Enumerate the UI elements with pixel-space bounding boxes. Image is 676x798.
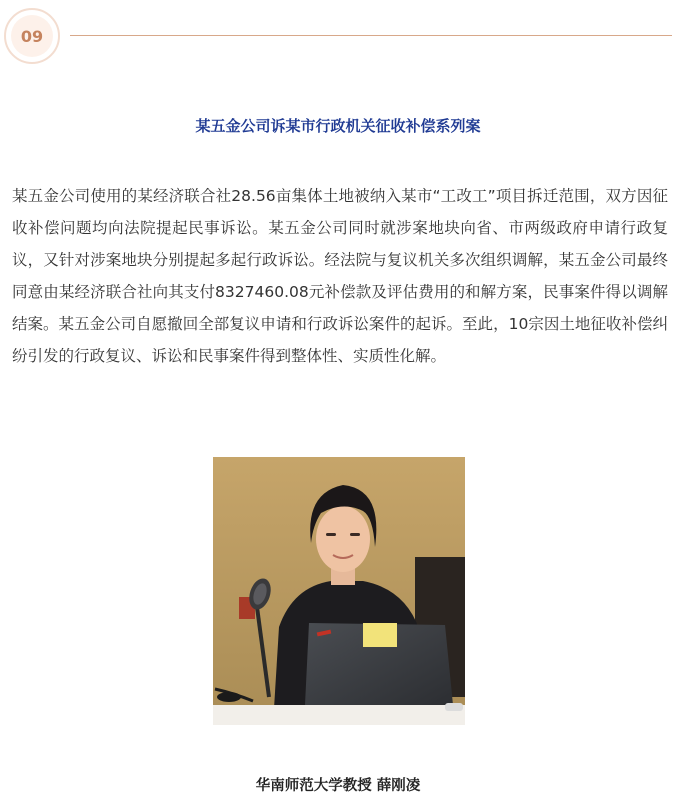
section-number: 09 (11, 15, 53, 57)
photo-caption: 华南师范大学教授 薛刚凌 (255, 778, 421, 794)
speaker-face (316, 506, 370, 572)
section-number-badge (4, 8, 60, 64)
header-divider (70, 35, 672, 36)
case-title: 某五金公司诉某市行政机关征收补偿系列案 (195, 117, 481, 135)
speaker-photo-illustration (213, 457, 465, 725)
sticky-note (363, 623, 397, 647)
desk (213, 705, 465, 725)
speaker-photo (213, 457, 465, 725)
case-body-paragraph: 某五金公司使用的某经济联合社28.56亩集体土地被纳入某市“工改工”项目拆迁范围，双方因征收补偿问题均向法院提起民事诉讼。某五金公司同时就涉案地块向省、市两级政府申请行政复议，又针对涉案地块分别提起多起行政诉讼。经法院与复议机关多次组织调解，某五金公司最终同意由某经济联合社向其支付8327460.08元补偿款及评估费用的和解方案，民事案件得以调解结案。某五金公司自愿撤回全部复议申请和行政诉讼案件的起诉。至此，10宗因土地征收补偿纠纷引发的行政复议、诉讼和民事案件得到整体性、实质性化解。 (12, 187, 668, 365)
